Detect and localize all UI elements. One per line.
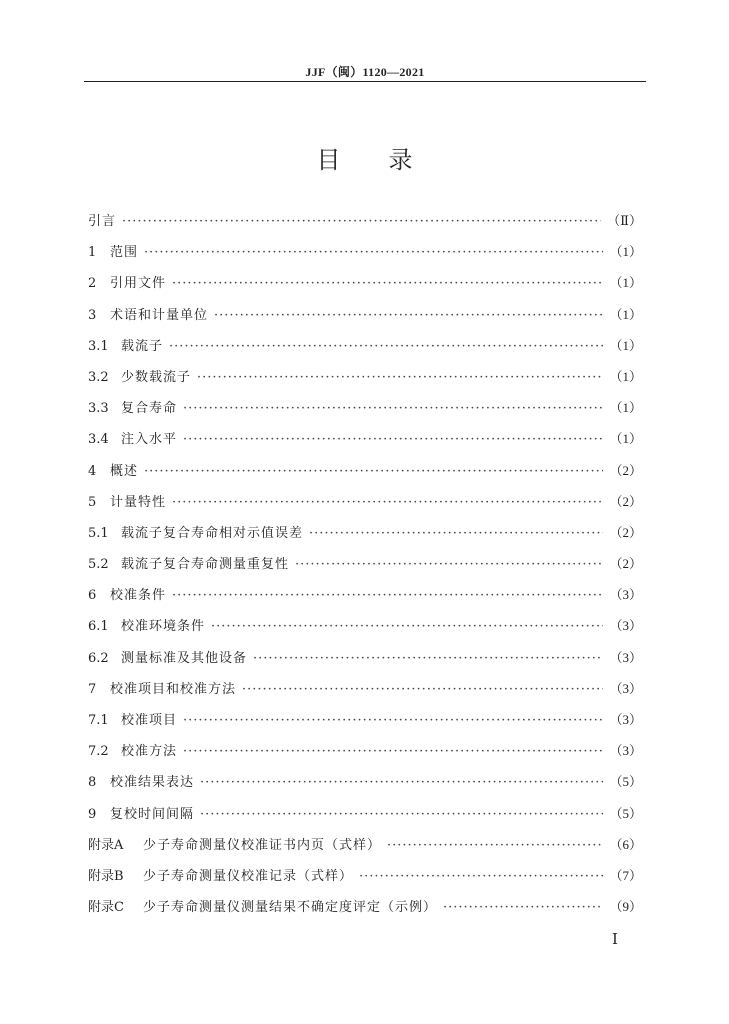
toc-entry-page: （Ⅱ）: [607, 213, 642, 228]
toc-entry[interactable]: [88, 210, 642, 241]
toc-entry-number: 5.2: [88, 557, 109, 573]
toc-entry-title: 校准条件: [110, 588, 167, 604]
toc-entry-page: （2）: [609, 493, 642, 509]
toc-entry-page: （1）: [609, 337, 642, 353]
toc-entry-page: （3）: [609, 712, 642, 727]
dot-leader: [295, 557, 603, 572]
toc-entry[interactable]: [88, 553, 642, 584]
toc-entry-page: （1）: [609, 431, 642, 447]
toc-entry-title: 引用文件: [110, 276, 167, 292]
toc-entry-title: 校准结果表达: [110, 775, 195, 791]
toc-entry[interactable]: [88, 522, 642, 553]
toc-entry[interactable]: [88, 896, 642, 927]
toc-entry-number: 7.2: [88, 744, 109, 760]
toc-entry-title: 复合寿命: [121, 401, 178, 417]
dot-leader: [242, 682, 603, 697]
toc-entry-number: 2: [88, 276, 97, 292]
toc-entry[interactable]: [88, 335, 642, 366]
dot-leader: [122, 214, 601, 229]
toc-entry[interactable]: [88, 865, 642, 896]
toc-entry-number: 3.1: [88, 338, 109, 354]
toc-entry-title: 测量标准及其他设备: [121, 650, 248, 666]
toc-entry-title: 概述: [110, 463, 139, 479]
toc-entry[interactable]: [88, 803, 642, 834]
toc-entry-number: 6: [88, 588, 97, 604]
toc-entry[interactable]: [88, 678, 642, 709]
toc-entry-page: （5）: [609, 774, 642, 790]
toc-entry[interactable]: [88, 241, 642, 272]
toc-entry[interactable]: [88, 709, 642, 740]
toc-entry-page: （9）: [609, 899, 642, 915]
dot-leader: [200, 775, 603, 790]
toc-entry-number: 6.2: [88, 650, 109, 666]
toc-entry-number: 3.3: [88, 401, 109, 417]
table-of-contents: [88, 210, 642, 927]
toc-entry-title: 校准项目和校准方法: [110, 681, 237, 697]
toc-entry-page: （1）: [609, 368, 642, 384]
toc-entry-title: 载流子: [121, 338, 164, 354]
toc-entry-title: 少子寿命测量仪测量结果不确定度评定（示例）: [143, 900, 438, 916]
dot-leader: [253, 651, 603, 666]
toc-entry-title: 注入水平: [121, 432, 178, 448]
toc-entry-page: （2）: [609, 462, 642, 478]
toc-entry-number: 3.4: [88, 432, 109, 448]
toc-entry-page: （3）: [609, 680, 642, 696]
toc-entry[interactable]: [88, 491, 642, 522]
dot-leader: [197, 370, 603, 385]
toc-entry[interactable]: [88, 647, 642, 678]
toc-entry-page: （1）: [609, 275, 642, 291]
dot-leader: [183, 744, 603, 759]
toc-entry-number: 4: [88, 463, 97, 479]
toc-entry-number: 8: [88, 775, 97, 791]
toc-entry[interactable]: [88, 834, 642, 865]
dot-leader: [359, 869, 603, 884]
toc-entry-number: 3.2: [88, 369, 109, 385]
dot-leader: [200, 807, 603, 822]
dot-leader: [387, 838, 603, 853]
dot-leader: [183, 432, 603, 447]
dot-leader: [214, 308, 603, 323]
dot-leader: [183, 713, 603, 728]
toc-entry-title: 少子寿命测量仪校准记录（式样）: [143, 868, 354, 884]
toc-entry-page: （1）: [609, 306, 642, 322]
dot-leader: [169, 339, 603, 354]
toc-entry-number: 7: [88, 681, 97, 697]
toc-entry[interactable]: [88, 771, 642, 802]
dot-leader: [172, 276, 603, 291]
toc-entry-title: 载流子复合寿命相对示值误差: [121, 525, 304, 541]
toc-entry-title: 载流子复合寿命测量重复性: [121, 557, 290, 573]
toc-entry[interactable]: [88, 740, 642, 771]
toc-entry-number: 5.1: [88, 525, 109, 541]
toc-entry-number: 1: [88, 245, 97, 261]
toc-entry[interactable]: [88, 272, 642, 303]
toc-entry-page: （3）: [609, 743, 642, 759]
toc-entry-number: 附录B: [88, 868, 124, 884]
dot-leader: [172, 588, 603, 603]
toc-entry-number: 5: [88, 494, 97, 510]
dot-leader: [443, 900, 603, 915]
toc-entry[interactable]: [88, 304, 642, 335]
toc-entry-page: （3）: [609, 649, 642, 665]
toc-entry-number: 7.1: [88, 713, 109, 728]
document-code-header: JJF（闽）1120—2021: [305, 65, 425, 79]
toc-entry-title: 校准项目: [121, 713, 178, 728]
dot-leader: [183, 401, 603, 416]
toc-entry-number: 附录C: [88, 900, 124, 916]
dot-leader: [144, 245, 603, 260]
toc-entry-page: （3）: [609, 587, 642, 603]
toc-entry-page: （1）: [609, 400, 642, 416]
dot-leader: [172, 495, 603, 510]
toc-entry[interactable]: [88, 460, 642, 491]
toc-entry-title: 引言: [88, 214, 117, 229]
toc-entry-number: 6.1: [88, 619, 109, 635]
toc-entry[interactable]: [88, 615, 642, 646]
toc-entry-title: 复校时间间隔: [110, 806, 195, 822]
dot-leader: [211, 619, 603, 634]
toc-entry-title: 术语和计量单位: [110, 307, 209, 323]
toc-entry[interactable]: [88, 366, 642, 397]
page-number: Ⅰ: [612, 932, 618, 948]
toc-entry-title: 少数载流子: [121, 369, 192, 385]
toc-entry-title: 校准环境条件: [121, 619, 206, 635]
toc-entry-number: 3: [88, 307, 97, 323]
toc-entry[interactable]: [88, 428, 642, 459]
toc-entry-title: 校准方法: [121, 744, 178, 760]
toc-entry-page: （2）: [609, 524, 642, 540]
toc-entry-page: （6）: [609, 836, 642, 852]
toc-entry-number: 附录A: [88, 837, 124, 853]
toc-entry[interactable]: [88, 397, 642, 428]
dot-leader: [144, 464, 603, 479]
page-title: 目录: [316, 146, 461, 174]
toc-entry[interactable]: [88, 584, 642, 615]
toc-entry-page: （1）: [609, 244, 642, 260]
toc-entry-number: 9: [88, 806, 97, 822]
toc-entry-page: （3）: [609, 618, 642, 634]
header-rule: [84, 81, 646, 82]
toc-entry-page: （5）: [609, 805, 642, 821]
toc-entry-title: 少子寿命测量仪校准证书内页（式样）: [143, 837, 382, 853]
toc-entry-title: 计量特性: [110, 494, 167, 510]
toc-entry-page: （2）: [609, 556, 642, 572]
toc-entry-title: 范围: [110, 245, 139, 261]
dot-leader: [309, 526, 603, 541]
toc-entry-page: （7）: [609, 867, 642, 883]
